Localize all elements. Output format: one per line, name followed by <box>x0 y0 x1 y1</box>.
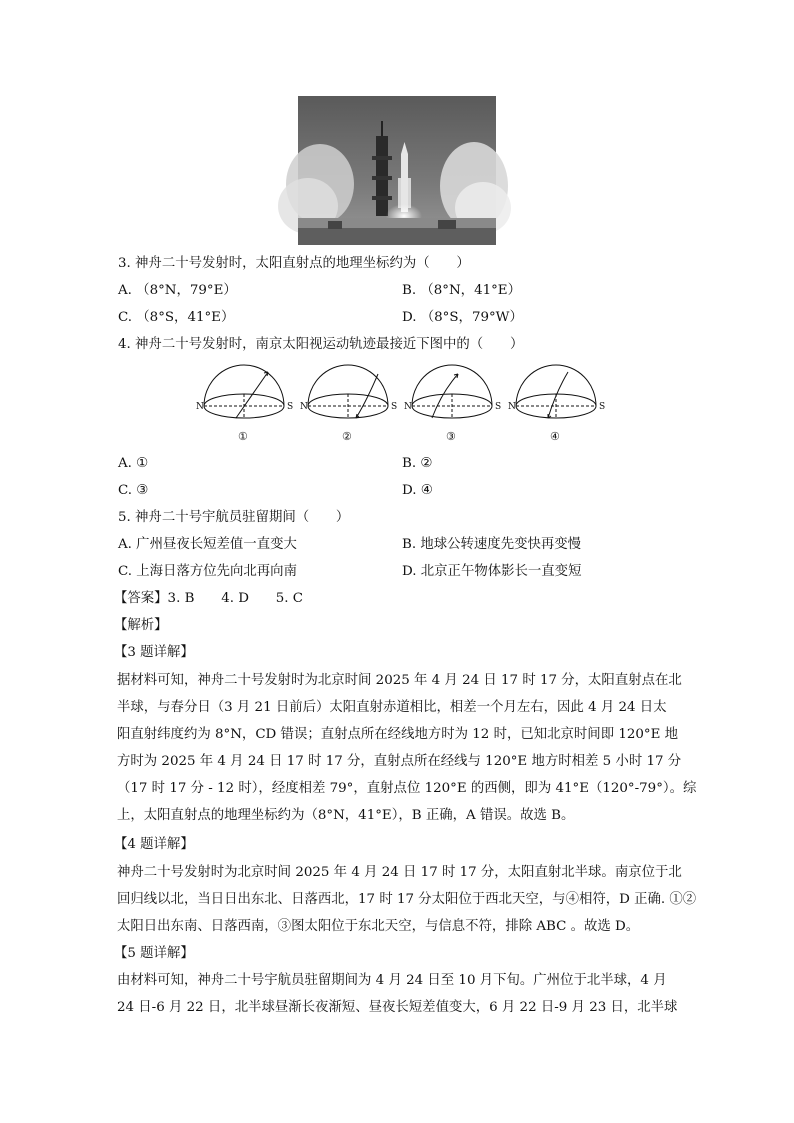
detail-3-line: 阳直射纬度约为 8°N，CD 错误；直射点所在经线地方时为 12 时，已知北京时间即 120°E 地 <box>117 727 679 742</box>
hemisphere-1-number: ① <box>238 430 248 443</box>
rocket-launch-photo <box>298 96 496 245</box>
q4-option-b[interactable]: B. ② <box>402 456 433 471</box>
hemisphere-4-s-label: S <box>599 402 606 412</box>
detail-3-line: 上，太阳直射点的地理坐标约为（8°N，41°E），B 正确，A 错误。故选 B。 <box>117 808 575 823</box>
detail-3-line: 据材料可知，神舟二十号发射时为北京时间 2025 年 4 月 24 日 17 时 17 分，太阳直射点在北 <box>117 673 682 688</box>
hemisphere-3 <box>404 365 501 443</box>
hemisphere-1-n-label: N <box>196 402 204 412</box>
q5-option-a[interactable]: A. 广州昼夜长短差值一直变大 <box>118 537 297 552</box>
detail-3-line: （17 时 17 分 - 12 时），经度相差 79°，直射点位 120°E 的西侧，即为 41°E（120°-79°）。综 <box>117 781 697 796</box>
detail-4-line: 太阳日出东南、日落西南，③图太阳位于东北天空，与信息不符，排除 ABC 。故选 D。 <box>117 919 640 934</box>
hemisphere-3-n-label: N <box>404 402 412 412</box>
hemisphere-4-n-label: N <box>508 402 516 412</box>
q5-option-b[interactable]: B. 地球公转速度先变快再变慢 <box>402 537 582 552</box>
hemisphere-1 <box>196 365 293 443</box>
detail-5-line: 24 日-6 月 22 日，北半球昼渐长夜渐短、昼夜长短差值变大，6 月 22 日-9 月 23 日，北半球 <box>117 1000 678 1015</box>
hemisphere-4 <box>508 365 605 443</box>
question-3-stem: 3. 神舟二十号发射时，太阳直射点的地理坐标约为（ ） <box>118 256 470 271</box>
hemisphere-2-n-label: N <box>300 402 308 412</box>
q5-option-d[interactable]: D. 北京正午物体影长一直变短 <box>402 564 582 579</box>
detail-5-title: 【5 题详解】 <box>114 946 194 961</box>
analysis-title: 【解析】 <box>114 618 168 633</box>
detail-4-line: 神舟二十号发射时为北京时间 2025 年 4 月 24 日 17 时 17 分，太阳直射北半球。南京位于北 <box>117 865 682 880</box>
q3-option-b[interactable]: B. （8°N，41°E） <box>402 283 521 298</box>
hemisphere-2-s-label: S <box>391 402 398 412</box>
detail-3-body <box>117 667 697 829</box>
hemisphere-2-number: ② <box>342 430 352 443</box>
hemisphere-1-s-label: S <box>287 402 294 412</box>
hemisphere-2 <box>300 365 397 443</box>
q4-option-a[interactable]: A. ① <box>118 456 149 471</box>
answer-line: 【答案】3. B 4. D 5. C <box>114 591 304 606</box>
detail-3-title: 【3 题详解】 <box>114 645 194 660</box>
hemisphere-4-number: ④ <box>550 430 560 443</box>
question-4-stem: 4. 神舟二十号发射时，南京太阳视运动轨迹最接近下图中的（ ） <box>118 337 524 352</box>
q4-option-d[interactable]: D. ④ <box>402 483 433 498</box>
detail-3-line: 方时为 2025 年 4 月 24 日 17 时 17 分，直射点所在经线与 120°E 地方时相差 5 小时 17 分 <box>117 754 682 769</box>
detail-4-title: 【4 题详解】 <box>114 837 194 852</box>
question-5-stem: 5. 神舟二十号宇航员驻留期间（ ） <box>118 510 350 525</box>
detail-5-line: 由材料可知，神舟二十号宇航员驻留期间为 4 月 24 日至 10 月下旬。广州位于北半球，4 月 <box>117 973 667 988</box>
detail-4-line: 回归线以北，当日日出东北、日落西北，17 时 17 分太阳位于西北天空，与④相符，D 正确. ①② <box>117 892 697 907</box>
q3-option-c[interactable]: C. （8°S，41°E） <box>118 310 235 325</box>
detail-3-line: 半球，与春分日（3 月 21 日前后）太阳直射赤道相比，相差一个月左右，因此 4 月 24 日太 <box>117 700 667 715</box>
q3-option-a[interactable]: A. （8°N，79°E） <box>118 283 237 298</box>
q3-option-d[interactable]: D. （8°S，79°W） <box>402 310 523 325</box>
hemisphere-3-number: ③ <box>446 430 456 443</box>
sun-path-diagram <box>196 362 606 444</box>
hemisphere-3-s-label: S <box>495 402 502 412</box>
q5-option-c[interactable]: C. 上海日落方位先向北再向南 <box>118 564 297 579</box>
q4-option-c[interactable]: C. ③ <box>118 483 149 498</box>
detail-4-body <box>117 859 697 940</box>
detail-5-body <box>117 967 677 1021</box>
